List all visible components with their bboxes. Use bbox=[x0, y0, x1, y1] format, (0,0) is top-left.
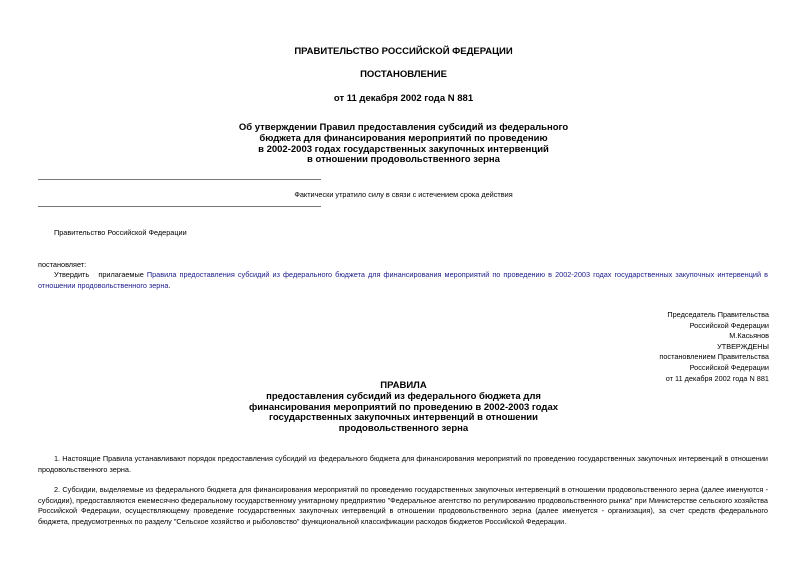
decree-approve-suffix: . bbox=[168, 280, 171, 290]
document-type-heading: ПОСТАНОВЛЕНИЕ bbox=[360, 69, 447, 80]
document-date-number: от 11 декабря 2002 года N 881 bbox=[333, 93, 474, 104]
approval-stamp-line: постановлением Правительства bbox=[659, 352, 769, 362]
approval-stamp-line: от 11 декабря 2002 года N 881 bbox=[665, 373, 769, 383]
document-title-line: бюджета для финансирования мероприятий по проведению bbox=[259, 132, 548, 144]
document-title-line: Об утверждении Правил предоставления субсидий из федерального bbox=[238, 122, 569, 133]
document-title-line: в 2002-2003 годах государственных закупочных интервенций bbox=[258, 143, 549, 155]
rules-title-heading: ПРАВИЛА bbox=[380, 380, 427, 391]
decree-approve-prefix: Утвердить прилагаемые bbox=[54, 270, 147, 279]
divider-top bbox=[38, 179, 321, 180]
document-title bbox=[150, 123, 657, 166]
rules-link[interactable]: Правила предоставления субсидий из федерального бюджета для финансирования мероприятий по проведению в 2002-2003 годах государственных закупочных интервенций в отношении продовольственного зерна bbox=[38, 270, 768, 290]
signature-position: Российской Федерации bbox=[689, 320, 769, 330]
approval-stamp-line: УТВЕРЖДЕНЫ bbox=[717, 341, 769, 351]
rules-paragraph: 1. Настоящие Правила устанавливают порядок предоставления субсидий из федерального бюджета для финансирования мероприятий по проведению государственных закупочных интервенций в отношении продовольственного зерна. bbox=[38, 454, 768, 474]
signature-name: М.Касьянов bbox=[729, 331, 769, 341]
issuer-text: Правительство Российской Федерации bbox=[54, 228, 187, 237]
status-note bbox=[0, 190, 807, 201]
document-title-line: в отношении продовольственного зерна bbox=[307, 154, 500, 166]
approval-stamp-line: Российской Федерации bbox=[689, 362, 769, 372]
rules-paragraph: 2. Субсидии, выделяемые из федерального бюджета для финансирования мероприятий по проведению государственных закупочных интервенций в отношении продовольственного зерна (далее именуются - субсидии), предоставляются ежемесячно федеральному государственному унитарному предприятию "Федеральное агентство по регулированию продовольственного рынка" при Министерстве сельского хозяйства Российской Федерации, осуществляющему проведение государственных закупочных интервенций в отношении продовольственного зерна (далее именуется - организация), за счет средств федерального бюджета, предусмотренных по разделу "Сельское хозяйство и рыболовство" функциональной классификации расходов бюджетов Российской Федерации. bbox=[38, 485, 768, 526]
divider-bottom bbox=[38, 206, 321, 207]
rules-title-line: финансирования мероприятий по проведению в 2002-2003 годах bbox=[248, 401, 559, 413]
decree-label: постановляет: bbox=[38, 260, 87, 269]
government-heading: ПРАВИТЕЛЬСТВО РОССИЙСКОЙ ФЕДЕРАЦИИ bbox=[294, 46, 513, 57]
rules-title-line: государственных закупочных интервенций в отношении bbox=[269, 412, 538, 424]
rules-title-line: предоставления субсидий из федерального бюджета для bbox=[266, 390, 541, 402]
rules-title-line: продовольственного зерна bbox=[338, 423, 469, 435]
status-note-text: Фактически утратило силу в связи с истечением срока действия bbox=[294, 190, 513, 199]
rules-title bbox=[150, 381, 657, 435]
decree-paragraph bbox=[38, 270, 768, 291]
signature-block bbox=[560, 310, 769, 384]
signature-position: Председатель Правительства bbox=[667, 310, 769, 319]
